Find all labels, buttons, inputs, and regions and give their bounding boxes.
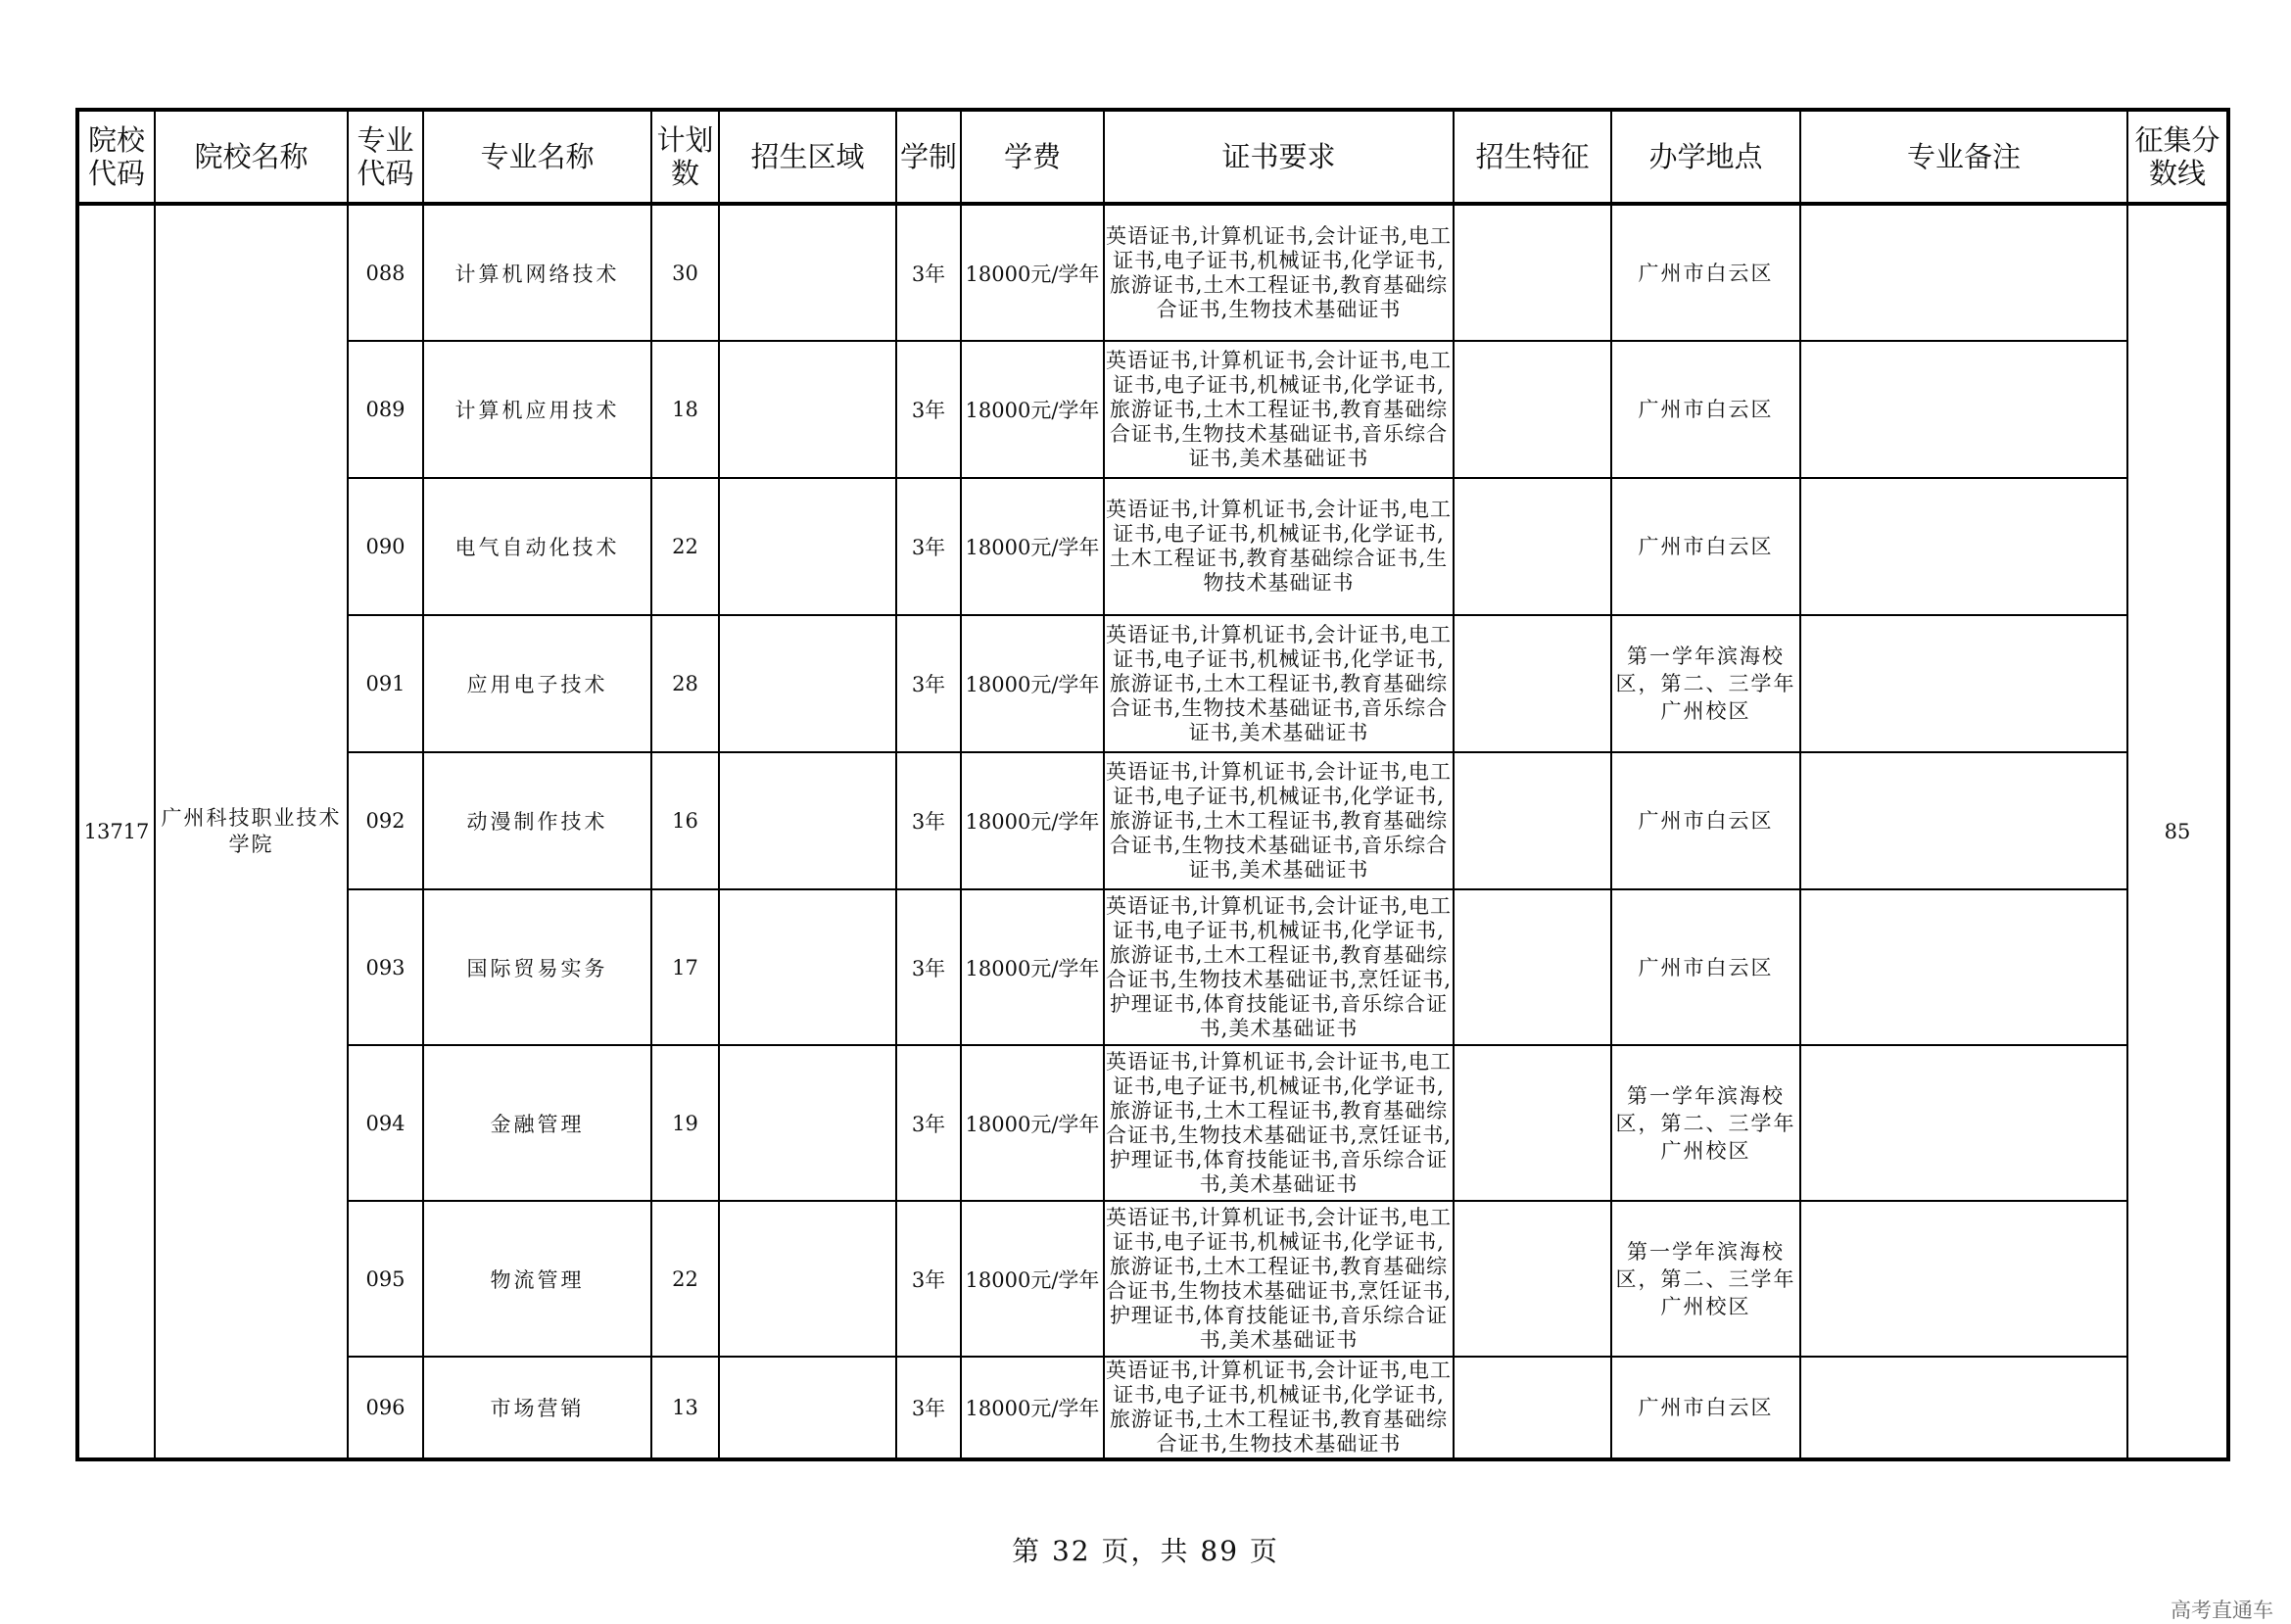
location-cell: 广州市白云区 [1611, 889, 1800, 1045]
tuition-cell: 18000元/学年 [961, 478, 1104, 615]
region-cell [719, 752, 896, 889]
cert-requirement-cell: 英语证书,计算机证书,会计证书,电工证书,电子证书,机械证书,化学证书,旅游证书,土木工程证书,教育基础综合证书,生物技术基础证书 [1104, 1357, 1454, 1459]
header-row [77, 110, 2228, 204]
location-cell: 广州市白云区 [1611, 752, 1800, 889]
plan-count-cell: 30 [651, 204, 719, 341]
remark-cell [1800, 478, 2127, 615]
cert-requirement-cell: 英语证书,计算机证书,会计证书,电工证书,电子证书,机械证书,化学证书,旅游证书,土木工程证书,教育基础综合证书,生物技术基础证书,烹饪证书,护理证书,体育技能证书,音乐综合证书,美术基础证书 [1104, 1045, 1454, 1201]
watermark-text: 高考直通车 [2171, 1599, 2273, 1622]
remark-cell [1800, 889, 2127, 1045]
region-cell [719, 1045, 896, 1201]
header-remark: 专业备注 [1800, 110, 2127, 204]
header-feature: 招生特征 [1454, 110, 1611, 204]
header-location: 办学地点 [1611, 110, 1800, 204]
major-code-cell: 095 [348, 1201, 423, 1357]
cert-requirement-cell: 英语证书,计算机证书,会计证书,电工证书,电子证书,机械证书,化学证书,旅游证书,土木工程证书,教育基础综合证书,生物技术基础证书,音乐综合证书,美术基础证书 [1104, 341, 1454, 478]
feature-cell [1454, 1201, 1611, 1357]
header-school-name: 院校名称 [155, 110, 348, 204]
feature-cell [1454, 1357, 1611, 1459]
remark-cell [1800, 752, 2127, 889]
feature-cell [1454, 752, 1611, 889]
table-row [77, 1201, 2228, 1357]
plan-count-cell: 18 [651, 341, 719, 478]
cert-requirement-cell: 英语证书,计算机证书,会计证书,电工证书,电子证书,机械证书,化学证书,旅游证书,土木工程证书,教育基础综合证书,生物技术基础证书 [1104, 204, 1454, 341]
duration-cell: 3年 [896, 204, 961, 341]
major-name-cell: 国际贸易实务 [423, 889, 651, 1045]
plan-count-cell: 28 [651, 615, 719, 752]
header-tuition: 学费 [961, 110, 1104, 204]
major-code-cell: 092 [348, 752, 423, 889]
duration-cell: 3年 [896, 752, 961, 889]
major-name-cell: 金融管理 [423, 1045, 651, 1201]
major-name-cell: 物流管理 [423, 1201, 651, 1357]
major-name-cell: 计算机网络技术 [423, 204, 651, 341]
location-cell: 广州市白云区 [1611, 1357, 1800, 1459]
duration-cell: 3年 [896, 615, 961, 752]
table-row [77, 478, 2228, 615]
school-code-cell: 13717 [77, 204, 155, 1459]
plan-count-cell: 19 [651, 1045, 719, 1201]
cert-requirement-cell: 英语证书,计算机证书,会计证书,电工证书,电子证书,机械证书,化学证书,旅游证书,土木工程证书,教育基础综合证书,生物技术基础证书,烹饪证书,护理证书,体育技能证书,音乐综合证书,美术基础证书 [1104, 1201, 1454, 1357]
cert-requirement-cell: 英语证书,计算机证书,会计证书,电工证书,电子证书,机械证书,化学证书,旅游证书,土木工程证书,教育基础综合证书,生物技术基础证书,音乐综合证书,美术基础证书 [1104, 752, 1454, 889]
table-row [77, 341, 2228, 478]
duration-cell: 3年 [896, 341, 961, 478]
location-cell: 第一学年滨海校区，第二、三学年广州校区 [1611, 1201, 1800, 1357]
feature-cell [1454, 889, 1611, 1045]
header-major-code: 专业代码 [348, 110, 423, 204]
cutoff-score-cell: 85 [2127, 204, 2228, 1459]
cert-requirement-cell: 英语证书,计算机证书,会计证书,电工证书,电子证书,机械证书,化学证书,旅游证书,土木工程证书,教育基础综合证书,生物技术基础证书,烹饪证书,护理证书,体育技能证书,音乐综合证书,美术基础证书 [1104, 889, 1454, 1045]
table-row [77, 1045, 2228, 1201]
duration-cell: 3年 [896, 1201, 961, 1357]
cert-requirement-cell: 英语证书,计算机证书,会计证书,电工证书,电子证书,机械证书,化学证书,旅游证书,土木工程证书,教育基础综合证书,生物技术基础证书,音乐综合证书,美术基础证书 [1104, 615, 1454, 752]
tuition-cell: 18000元/学年 [961, 752, 1104, 889]
major-name-cell: 应用电子技术 [423, 615, 651, 752]
cert-requirement-cell: 英语证书,计算机证书,会计证书,电工证书,电子证书,机械证书,化学证书,土木工程证书,教育基础综合证书,生物技术基础证书 [1104, 478, 1454, 615]
plan-count-cell: 17 [651, 889, 719, 1045]
admissions-table [75, 108, 2230, 1461]
tuition-cell: 18000元/学年 [961, 889, 1104, 1045]
major-code-cell: 090 [348, 478, 423, 615]
feature-cell [1454, 1045, 1611, 1201]
remark-cell [1800, 1045, 2127, 1201]
remark-cell [1800, 1357, 2127, 1459]
duration-cell: 3年 [896, 1357, 961, 1459]
location-cell: 第一学年滨海校区，第二、三学年广州校区 [1611, 1045, 1800, 1201]
region-cell [719, 615, 896, 752]
tuition-cell: 18000元/学年 [961, 1357, 1104, 1459]
region-cell [719, 889, 896, 1045]
major-name-cell: 电气自动化技术 [423, 478, 651, 615]
region-cell [719, 478, 896, 615]
table-row [77, 1357, 2228, 1459]
remark-cell [1800, 204, 2127, 341]
plan-count-cell: 22 [651, 478, 719, 615]
feature-cell [1454, 478, 1611, 615]
duration-cell: 3年 [896, 478, 961, 615]
header-duration: 学制 [896, 110, 961, 204]
tuition-cell: 18000元/学年 [961, 1045, 1104, 1201]
remark-cell [1800, 341, 2127, 478]
region-cell [719, 341, 896, 478]
header-school-code: 院校代码 [77, 110, 155, 204]
plan-count-cell: 16 [651, 752, 719, 889]
table-row [77, 204, 2228, 341]
tuition-cell: 18000元/学年 [961, 1201, 1104, 1357]
tuition-cell: 18000元/学年 [961, 204, 1104, 341]
header-region: 招生区域 [719, 110, 896, 204]
table-row [77, 889, 2228, 1045]
remark-cell [1800, 1201, 2127, 1357]
feature-cell [1454, 204, 1611, 341]
location-cell: 广州市白云区 [1611, 478, 1800, 615]
region-cell [719, 204, 896, 341]
header-major-name: 专业名称 [423, 110, 651, 204]
table-row [77, 752, 2228, 889]
tuition-cell: 18000元/学年 [961, 615, 1104, 752]
major-code-cell: 088 [348, 204, 423, 341]
school-name-cell: 广州科技职业技术学院 [155, 204, 348, 1459]
feature-cell [1454, 341, 1611, 478]
region-cell [719, 1201, 896, 1357]
admissions-table-container [75, 108, 2226, 1461]
location-cell: 广州市白云区 [1611, 204, 1800, 341]
major-code-cell: 096 [348, 1357, 423, 1459]
feature-cell [1454, 615, 1611, 752]
duration-cell: 3年 [896, 889, 961, 1045]
major-name-cell: 动漫制作技术 [423, 752, 651, 889]
major-code-cell: 093 [348, 889, 423, 1045]
header-cutoff: 征集分数线 [2127, 110, 2228, 204]
major-name-cell: 市场营销 [423, 1357, 651, 1459]
plan-count-cell: 22 [651, 1201, 719, 1357]
page-number-footer: 第 32 页，共 89 页 [1012, 1535, 1279, 1567]
tuition-cell: 18000元/学年 [961, 341, 1104, 478]
region-cell [719, 1357, 896, 1459]
duration-cell: 3年 [896, 1045, 961, 1201]
table-row [77, 615, 2228, 752]
location-cell: 广州市白云区 [1611, 341, 1800, 478]
remark-cell [1800, 615, 2127, 752]
major-code-cell: 089 [348, 341, 423, 478]
major-name-cell: 计算机应用技术 [423, 341, 651, 478]
location-cell: 第一学年滨海校区，第二、三学年广州校区 [1611, 615, 1800, 752]
header-cert-requirement: 证书要求 [1104, 110, 1454, 204]
header-plan-count: 计划数 [651, 110, 719, 204]
major-code-cell: 091 [348, 615, 423, 752]
major-code-cell: 094 [348, 1045, 423, 1201]
plan-count-cell: 13 [651, 1357, 719, 1459]
